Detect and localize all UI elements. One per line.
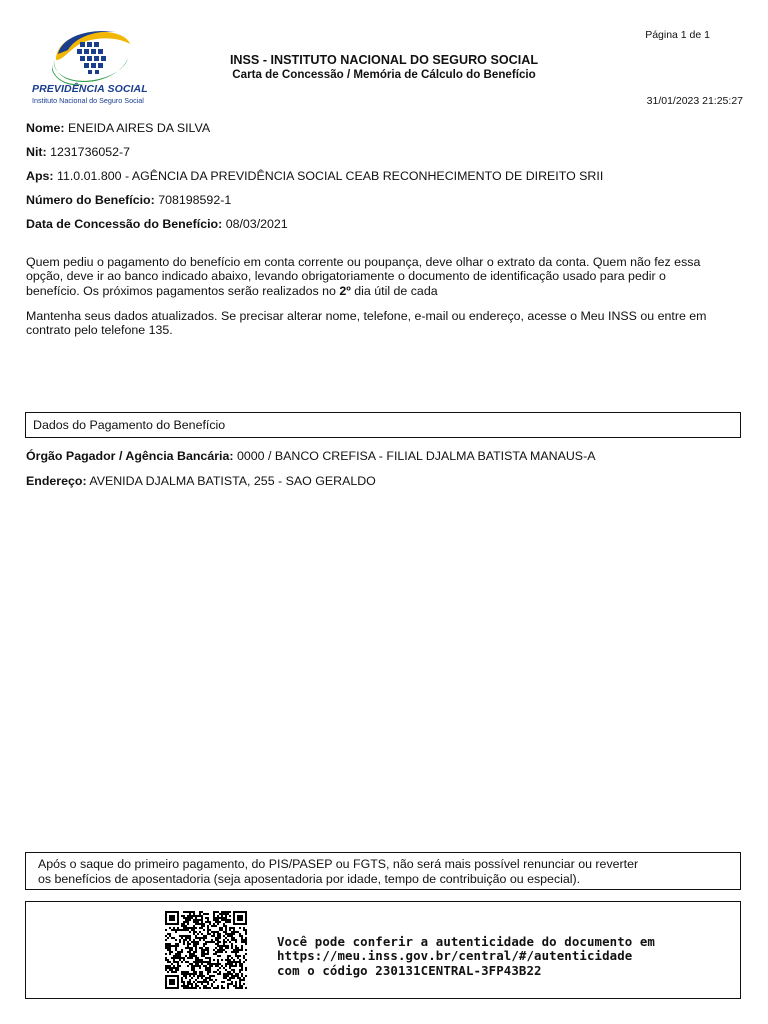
notice-line: os benefícios de aposentadoria (seja aposentadoria por idade, tempo de contribuição ou especial). — [38, 872, 581, 887]
field-label: Número do Benefício: — [26, 193, 155, 207]
notice-text — [38, 857, 638, 887]
field-value: 1231736052-7 — [50, 145, 131, 159]
field-data-concessao — [26, 217, 288, 231]
document-title: Carta de Concessão / Memória de Cálculo do Benefício — [232, 68, 536, 81]
field-value: 08/03/2021 — [225, 217, 288, 231]
notice-line: Após o saque do primeiro pagamento, do PIS/PASEP ou FGTS, não será mais possível renunciar ou reverter — [38, 857, 639, 871]
issue-datetime: 31/01/2023 21:25:27 — [646, 95, 743, 107]
qr-code-icon — [165, 911, 247, 989]
field-label: Data de Concessão do Benefício: — [26, 217, 223, 231]
paragraph-line: benefício. Os próximos pagamentos serão realizados no 2º dia útil de cada — [26, 283, 438, 298]
field-label: Endereço: — [26, 474, 87, 488]
authenticity-line: Você pode conferir a autenticidade do documento em — [277, 934, 655, 949]
payment-instructions-paragraph — [26, 255, 746, 298]
field-aps — [26, 169, 603, 183]
paragraph-line: contrato pelo telefone 135. — [26, 323, 173, 338]
field-label: Nome: — [26, 121, 65, 135]
paragraph-line: Quem pediu o pagamento do benefício em conta corrente ou poupança, deve olhar o extrato da conta. Quem não fez essa — [26, 255, 701, 269]
page-indicator: Página 1 de 1 — [645, 29, 710, 41]
authenticity-text — [277, 935, 655, 978]
paragraph-line: Mantenha seus dados atualizados. Se precisar alterar nome, telefone, e-mail ou endereço, acesse o Meu INSS ou entre em — [26, 309, 707, 323]
authenticity-code: com o código 230131CENTRAL-3FP43B22 — [277, 962, 542, 978]
field-numero-beneficio — [26, 193, 231, 207]
field-value: 11.0.01.800 - AGÊNCIA DA PREVIDÊNCIA SOCIAL CEAB RECONHECIMENTO DE DIREITO SRII — [57, 169, 604, 183]
org-title: INSS - INSTITUTO NACIONAL DO SEGURO SOCIAL — [229, 53, 539, 67]
field-label: Aps: — [26, 169, 54, 183]
field-nit — [26, 145, 130, 159]
logo-wordmark: PREVIDÊNCIA SOCIAL — [32, 83, 148, 95]
field-orgao-pagador — [26, 449, 595, 463]
field-nome — [26, 121, 210, 135]
update-data-paragraph — [26, 309, 746, 338]
paragraph-line: opção, deve ir ao banco indicado abaixo, levando obrigatoriamente o documento de identificação usado para pedir o — [26, 269, 666, 284]
logo-subtitle: Instituto Nacional do Seguro Social — [32, 96, 144, 105]
field-endereco — [26, 474, 376, 488]
field-label: Nit: — [26, 145, 47, 159]
payment-section-title: Dados do Pagamento do Benefício — [33, 418, 226, 432]
field-value: ENEIDA AIRES DA SILVA — [68, 121, 211, 135]
field-label: Órgão Pagador / Agência Bancária: — [26, 449, 234, 463]
field-value: 708198592-1 — [158, 193, 232, 207]
field-value: 0000 / BANCO CREFISA - FILIAL DJALMA BATISTA MANAUS-A — [236, 449, 596, 463]
field-value: AVENIDA DJALMA BATISTA, 255 - SAO GERALDO — [89, 474, 376, 488]
authenticity-url: https://meu.inss.gov.br/central/#/autenticidade — [277, 948, 633, 964]
